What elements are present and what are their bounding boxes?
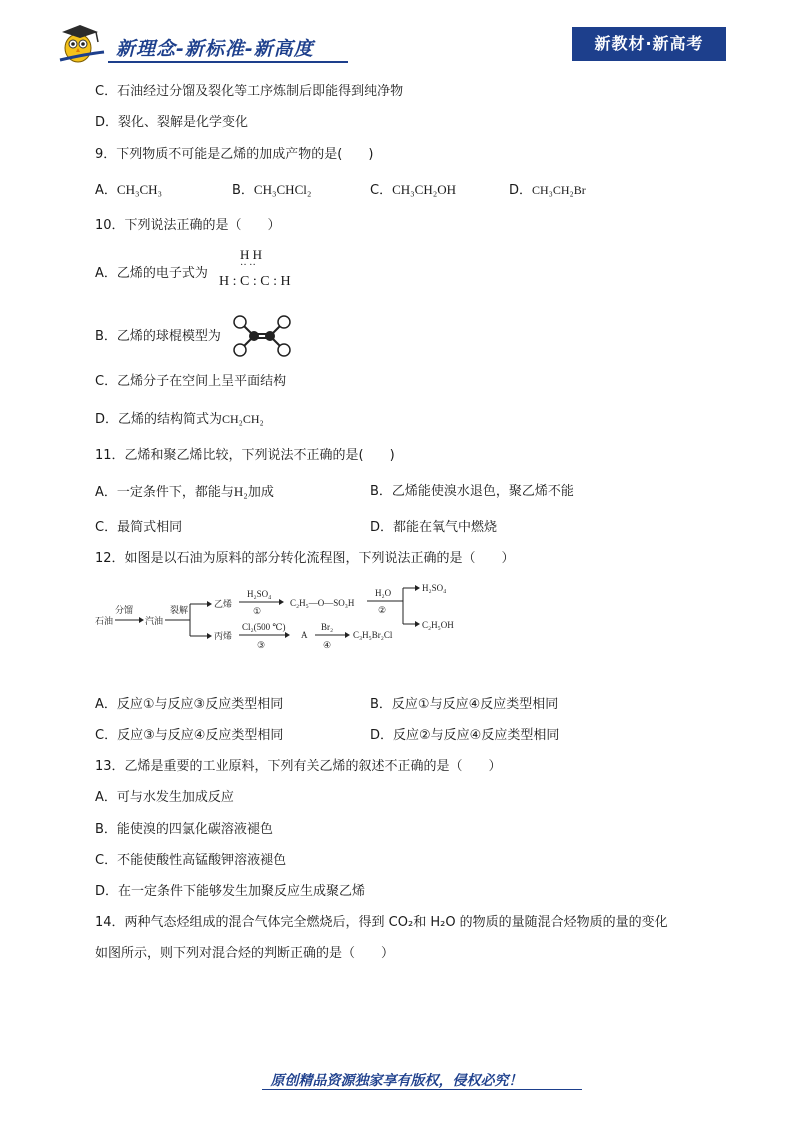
q10-option-d-formula: CH₂CH₂ <box>222 412 264 426</box>
electron-formula-dots: ·· ·· <box>240 260 256 271</box>
question-14-line1: 14．两种气态烃组成的混合气体完全燃烧后，得到 CO₂和 H₂O 的物质的量随混合烃物质的量的变化 <box>95 915 668 930</box>
flow-gasoline: 汽油 <box>145 616 164 626</box>
header-slogan: 新理念-新标准-新高度 <box>116 38 314 60</box>
q10-option-c: C．乙烯分子在空间上呈平面结构 <box>95 374 287 389</box>
q9-option-b: CH₃CHCl₂ <box>253 182 312 197</box>
q13-option-d: D．在一定条件下能够发生加聚反应生成聚乙烯 <box>95 884 366 899</box>
electron-formula: H : C : C : H <box>219 274 291 289</box>
flow-crude: 石油 <box>95 616 114 626</box>
flow-mid2: A <box>301 630 308 640</box>
q12-option-d: D．反应②与反应④反应类型相同 <box>370 728 560 743</box>
q11-option-a-h2: H₂ <box>233 484 248 499</box>
petroleum-flow-diagram <box>93 580 473 656</box>
electron-formula-top-h: H H <box>240 247 263 262</box>
question-10: 10．下列说法正确的是（ ） <box>95 218 281 233</box>
q9-option-b-wrap <box>232 181 311 200</box>
footer-copyright: 原创精品资源独家享有版权，侵权必究！ <box>270 1073 523 1089</box>
q9-option-a-label: A． <box>95 183 117 198</box>
flow-r1-num: ① <box>253 606 262 616</box>
q11-option-a-post: 加成 <box>247 485 274 500</box>
flow-r1-reagent: H₂SO₄ <box>247 589 272 599</box>
flow-r3-reagent: Cl₂(500 ℃) <box>242 622 286 632</box>
q13-option-c: C．不能使酸性高锰酸钾溶液褪色 <box>95 853 287 868</box>
flow-r2-num: ② <box>378 605 387 615</box>
flow-prod-a: H₂SO₄ <box>422 583 447 593</box>
flow-propylene: 丙烯 <box>214 631 233 641</box>
q9-option-d-wrap <box>509 181 586 200</box>
q9-option-d: CH₃CH₂Br <box>532 183 586 197</box>
q10-option-b: B．乙烯的球棍模型为 <box>95 329 221 344</box>
q11-option-d: D．都能在氧气中燃烧 <box>370 520 498 535</box>
q13-option-a: A．可与水发生加成反应 <box>95 790 234 805</box>
flow-mid1: C₂H₅—O—SO₃H <box>290 598 355 608</box>
option-d-line: D．裂化、裂解是化学变化 <box>95 115 249 130</box>
flow-prod-b: C₂H₅OH <box>422 620 454 630</box>
header-underline <box>108 61 348 63</box>
footer-underline <box>262 1089 582 1090</box>
flow-r4-reagent: Br₂ <box>321 622 334 632</box>
question-12: 12．如图是以石油为原料的部分转化流程图，下列说法正确的是（ ） <box>95 551 515 566</box>
flow-distill: 分馏 <box>115 605 134 615</box>
q12-option-b: B．反应①与反应④反应类型相同 <box>370 697 559 712</box>
q11-option-a <box>95 483 274 502</box>
q9-option-c: CH₃CH₂OH <box>392 182 457 197</box>
q12-option-a: A．反应①与反应③反应类型相同 <box>95 697 284 712</box>
q12-option-c: C．反应③与反应④反应类型相同 <box>95 728 284 743</box>
flow-prod-c: C₃H₅Br₂Cl <box>353 630 393 640</box>
q11-option-a-pre: A．一定条件下，都能与 <box>95 485 234 500</box>
flow-r3-num: ③ <box>257 640 266 650</box>
q11-option-c: C．最简式相同 <box>95 520 183 535</box>
option-c-line: C．石油经过分馏及裂化等工序炼制后即能得到纯净物 <box>95 84 404 99</box>
header-brand-badge: 新教材·新高考 <box>572 27 726 61</box>
q9-option-a: CH₃CH₃ <box>116 182 163 197</box>
q11-option-b: B．乙烯能使溴水退色，聚乙烯不能 <box>370 484 574 499</box>
flow-crack: 裂解 <box>170 605 189 615</box>
owl-logo-icon <box>56 22 106 64</box>
q9-option-d-label: D． <box>509 183 533 198</box>
question-11: 11．乙烯和聚乙烯比较，下列说法不正确的是( ) <box>95 448 395 463</box>
flow-r4-num: ④ <box>323 640 332 650</box>
ball-and-stick-model-icon <box>232 313 294 359</box>
q10-option-d-label: D．乙烯的结构简式为 <box>95 412 223 427</box>
q9-options <box>95 181 162 200</box>
q9-option-c-label: C． <box>370 183 393 198</box>
q9-option-c-wrap <box>370 181 456 200</box>
question-14-line2: 如图所示，则下列对混合烃的判断正确的是（ ） <box>95 946 395 961</box>
q10-option-d <box>95 410 264 429</box>
question-13: 13．乙烯是重要的工业原料，下列有关乙烯的叙述不正确的是（ ） <box>95 759 502 774</box>
flow-r2-reagent: H₂O <box>375 588 392 598</box>
flow-ethylene: 乙烯 <box>214 599 233 609</box>
q13-option-b: B．能使溴的四氯化碳溶液褪色 <box>95 822 273 837</box>
q10-option-a: A．乙烯的电子式为 <box>95 266 208 281</box>
q9-option-b-label: B． <box>232 183 254 198</box>
question-9: 9．下列物质不可能是乙烯的加成产物的是( ) <box>95 147 374 162</box>
